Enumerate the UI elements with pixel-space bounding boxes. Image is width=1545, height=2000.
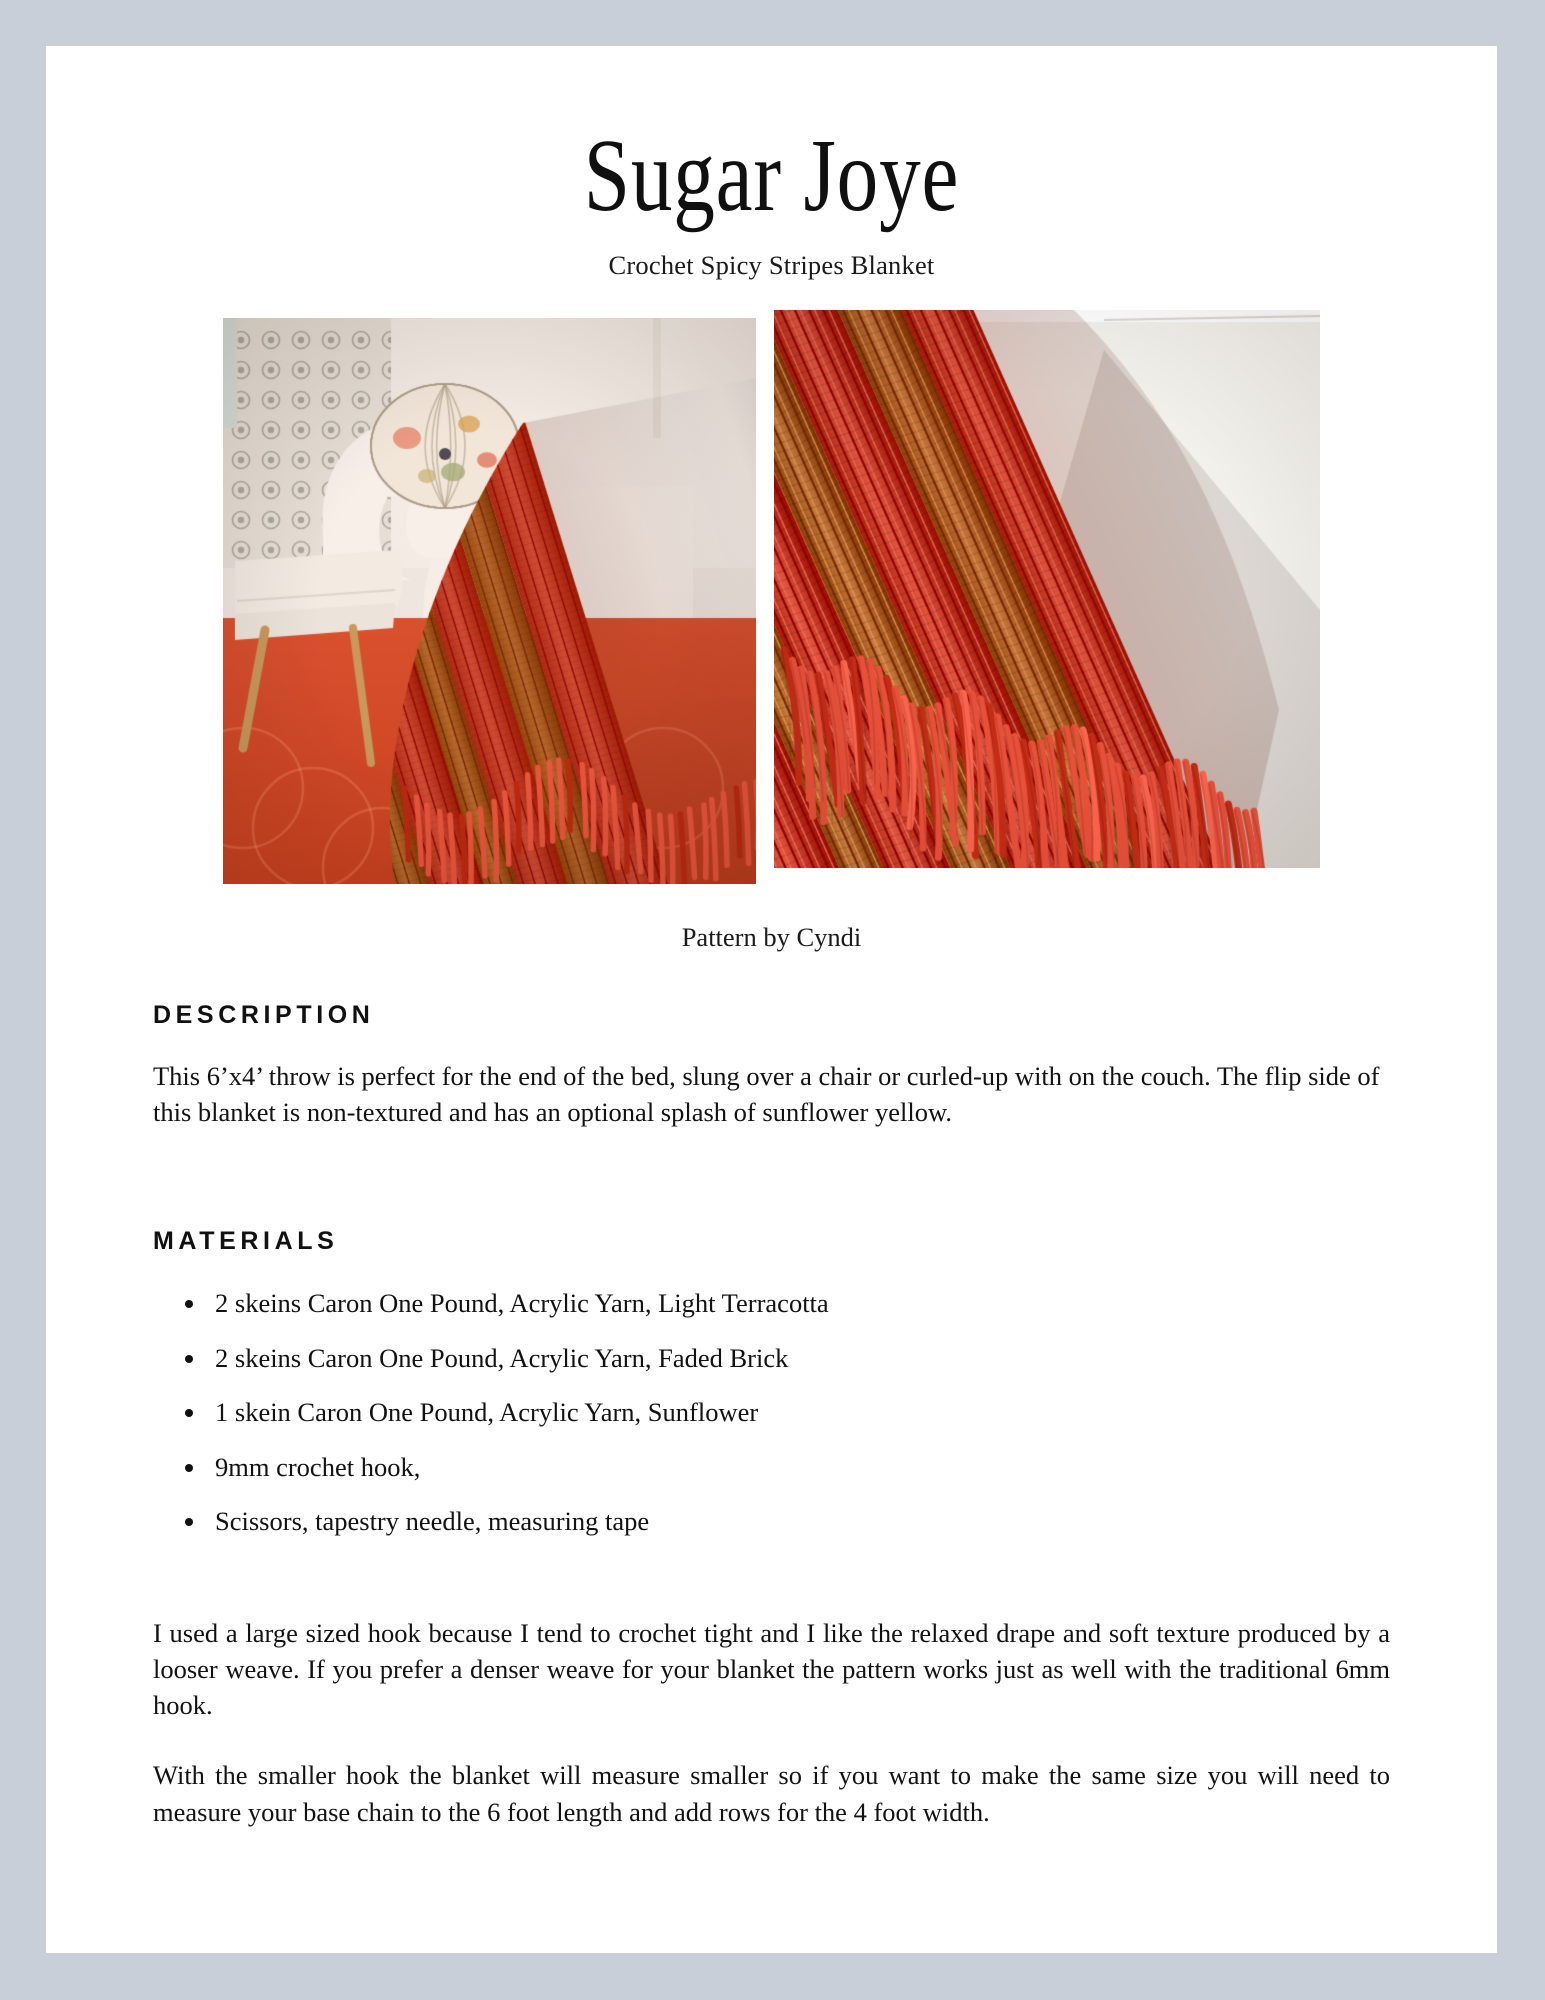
document-body — [46, 953, 1497, 1830]
blanket-on-chair-photo — [223, 318, 756, 884]
list-item: 2 skeins Caron One Pound, Acrylic Yarn, Light Terracotta — [153, 1286, 1390, 1320]
photo-gallery — [46, 310, 1497, 884]
list-item: Scissors, tapestry needle, measuring tape — [153, 1504, 1390, 1538]
hook-size-paragraph: I used a large sized hook because I tend to crochet tight and I like the relaxed drape and soft texture produced by a looser weave. If you prefer a denser weave for your blanket the pattern works just as well with the traditional 6mm hook. — [153, 1617, 1390, 1721]
section-heading-materials: MATERIALS — [153, 1227, 339, 1256]
description-paragraph: This 6’x4’ throw is perfect for the end of the bed, slung over a chair or curled-up with on the couch. The flip side of this blanket is non-textured and has an optional splash of sunflower yellow. — [153, 1060, 1380, 1128]
materials-list — [153, 1256, 1390, 1538]
page-subtitle: Crochet Spicy Stripes Blanket — [608, 250, 935, 280]
document-page — [46, 46, 1497, 1953]
list-item: 2 skeins Caron One Pound, Acrylic Yarn, Faded Brick — [153, 1341, 1390, 1375]
pattern-byline: Pattern by Cyndi — [681, 921, 862, 952]
section-heading-description: DESCRIPTION — [153, 1000, 375, 1029]
list-item: 9mm crochet hook, — [153, 1450, 1390, 1484]
list-item: 1 skein Caron One Pound, Acrylic Yarn, Sunflower — [153, 1395, 1390, 1429]
page-title: Sugar Joye — [583, 118, 960, 233]
blanket-fringe-closeup-photo — [774, 310, 1320, 868]
smaller-hook-paragraph: With the smaller hook the blanket will measure smaller so if you want to make the same size you will need to measure your base chain to the 6 foot length and add rows for the 4 foot width. — [153, 1760, 1390, 1827]
